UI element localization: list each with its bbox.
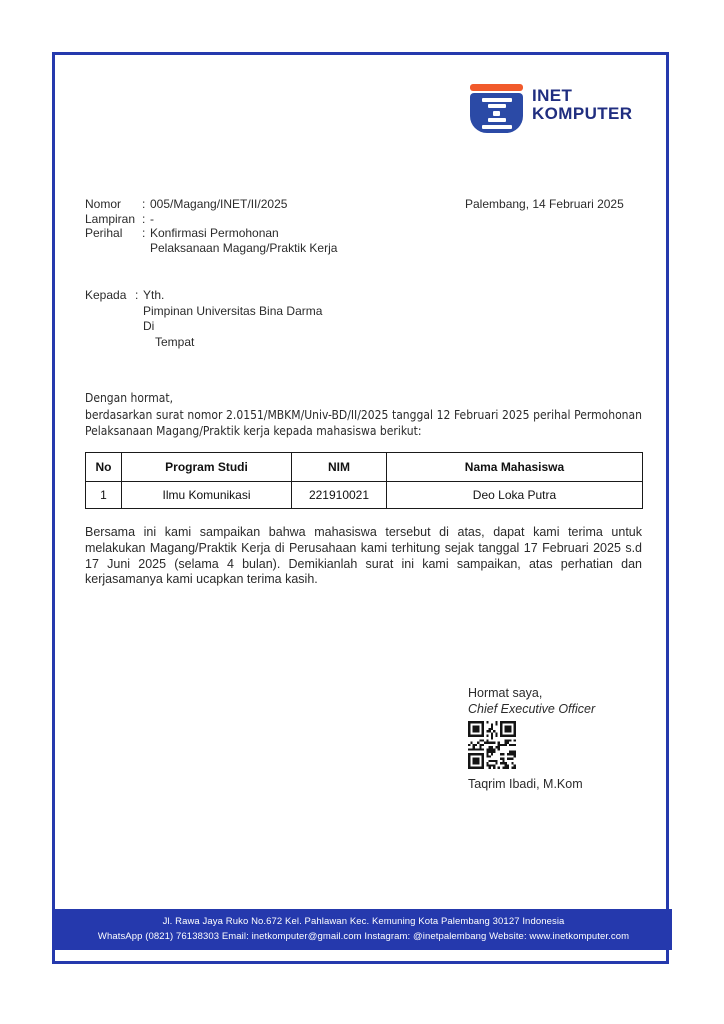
meta-colon: :: [142, 226, 146, 241]
meta-colon: [142, 241, 150, 256]
inet-logo-icon: [470, 84, 523, 133]
meta-label: Perihal: [85, 226, 123, 241]
letter-page: [52, 52, 669, 964]
meta-row-perihal: [85, 226, 337, 241]
cell-no: 1: [86, 482, 122, 509]
logo-shield: [470, 93, 523, 133]
cell-program-studi: Ilmu Komunikasi: [122, 482, 292, 509]
students-table: [85, 452, 643, 509]
meta-label: Nomor: [85, 197, 122, 211]
recipient-row: [85, 288, 322, 304]
company-logo: [470, 84, 632, 133]
cell-nim: 221910021: [292, 482, 387, 509]
recipient-di: Di: [143, 319, 155, 333]
meta-colon: :: [142, 211, 146, 226]
recipient-yth: Yth.: [143, 288, 165, 302]
meta-row-nomor: [85, 197, 337, 212]
opening-paragraph: berdasarkan surat nomor 2.0151/MBKM/Univ-BD/II/2025 tanggal 12 Februari 2025 perihal Permohonan Pelaksanaan Magang/Praktik kerja kepada mahasiswa berikut:: [85, 408, 642, 438]
recipient-colon: :: [135, 288, 139, 302]
header-no: No: [86, 453, 122, 482]
meta-value: Pelaksanaan Magang/Praktik Kerja: [150, 241, 338, 256]
signer-name: Taqrim Ibadi, M.Kom: [468, 777, 583, 791]
qr-code-image: [468, 721, 516, 769]
recipient-tempat: Tempat: [155, 334, 195, 349]
meta-colon: :: [142, 197, 146, 211]
letter-meta: [85, 197, 337, 256]
meta-row-lampiran: [85, 212, 337, 227]
meta-value: Konfirmasi Permohonan: [150, 226, 279, 241]
footer-bar: [55, 909, 672, 950]
recipient-block: [85, 288, 322, 350]
table-row: [86, 482, 643, 509]
footer-address: Jl. Rawa Jaya Ruko No.672 Kel. Pahlawan Kec. Kemuning Kota Palembang 30127 Indonesia: [162, 916, 565, 927]
signer-title: Chief Executive Officer: [468, 702, 596, 716]
letter-date: Palembang, 14 Februari 2025: [465, 197, 624, 211]
cell-nama-mahasiswa: Deo Loka Putra: [387, 482, 643, 509]
qr-code: [468, 721, 516, 769]
header-nama-mahasiswa: Nama Mahasiswa: [387, 453, 643, 482]
closing-paragraph: Bersama ini kami sampaikan bahwa mahasiswa tersebut di atas, dapat kami terima untuk melakukan Magang/Praktik Kerja di Perusahaan kami terhitung sejak tanggal 17 Februari 2025 s.d 17 Juni 2025 (selama 4 bulan). Demikianlah surat ini kami sampaikan, atas perhatian dan kerjasamanya kami ucapkan terima kasih.: [85, 525, 642, 587]
meta-value: -: [150, 211, 154, 226]
company-name-line2: KOMPUTER: [532, 104, 633, 123]
footer-contacts: WhatsApp (0821) 76138303 Email: inetkomputer@gmail.com Instagram: @inetpalembang Website: www.inetkomputer.com: [97, 931, 630, 942]
signature-block: [468, 685, 595, 792]
recipient-label: Kepada: [85, 288, 127, 302]
meta-value: 005/Magang/INET/II/2025: [150, 197, 288, 211]
salutation: Dengan hormat,: [85, 391, 174, 405]
header-nim: NIM: [292, 453, 387, 482]
meta-label: Lampiran: [85, 211, 136, 226]
meta-label: [85, 241, 142, 256]
company-name-line1: INET: [532, 86, 573, 105]
table-header-row: [86, 453, 643, 482]
meta-row-perihal-cont: [85, 241, 337, 256]
logo-orange-bar: [470, 84, 523, 91]
closing-text: Hormat saya,: [468, 686, 543, 700]
company-name: [532, 84, 632, 123]
header-program-studi: Program Studi: [122, 453, 292, 482]
recipient-university: Pimpinan Universitas Bina Darma: [143, 303, 323, 318]
